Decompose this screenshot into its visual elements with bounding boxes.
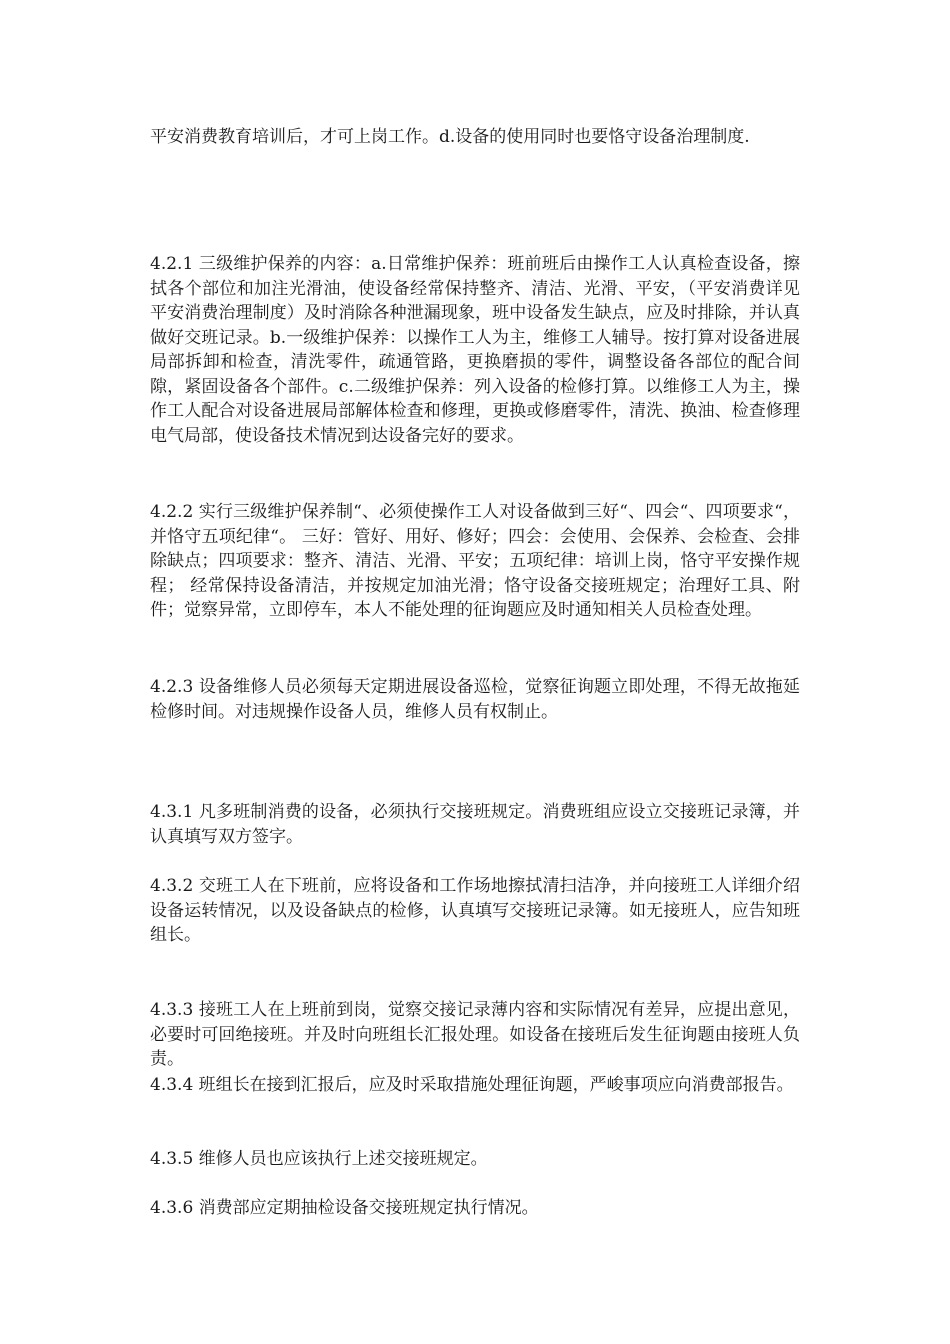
paragraph-4-2-2: 4.2.2 实行三级维护保养制“、必须使操作工人对设备做到三好“、四会“、四项要求“，并恪守五项纪律“。 三好：管好、用好、修好；四会：会使用、会保养、会检查、会排除缺点；四项要求：整齐、清洁、光滑、平安；五项纪律：培训上岗，恪守平安操作规程； 经常保持设备清洁，并按规定加油光滑；恪守设备交接班规定；治理好工具、附件；觉察异常，立即停车，本人不能处理的征询题应及时通知相关人员检查处理。: [150, 502, 800, 620]
paragraph-training-continuation: 平安消费教育培训后，才可上岗工作。d.设备的使用同时也要恪守设备治理制度.: [150, 127, 750, 147]
paragraph-4-2-3: 4.2.3 设备维修人员必须每天定期进展设备巡检，觉察征询题立即处理，不得无故拖延检修时间。对违规操作设备人员，维修人员有权制止。: [150, 677, 800, 722]
paragraph-4-3-4: 4.3.4 班组长在接到汇报后，应及时采取措施处理征询题，严峻事项应向消费部报告。: [150, 1075, 794, 1095]
paragraph-4-3-1: 4.3.1 凡多班制消费的设备，必须执行交接班规定。消费班组应设立交接班记录簿，并认真填写双方签字。: [150, 802, 800, 847]
paragraph-4-2-1: 4.2.1 三级维护保养的内容：a.日常维护保养：班前班后由操作工人认真检查设备，擦拭各个部位和加注光滑油，使设备经常保持整齐、清洁、光滑、平安，（平安消费详见平安消费治理制度）及时消除各种泄漏现象，班中设备发生缺点，应及时排除，并认真做好交班记录。b.一级维护保养：以操作工人为主，维修工人辅导。按打算对设备进展局部拆卸和检查，清洗零件，疏通管路，更换磨损的零件，调整设备各部位的配合间隙，紧固设备各个部件。c.二级维护保养：列入设备的检修打算。以维修工人为主，操作工人配合对设备进展局部解体检查和修理，更换或修磨零件，清洗、换油、检查修理电气局部，使设备技术情况到达设备完好的要求。: [150, 254, 800, 446]
paragraph-4-3-6: 4.3.6 消费部应定期抽检设备交接班规定执行情况。: [150, 1198, 539, 1218]
paragraph-4-3-5: 4.3.5 维修人员也应该执行上述交接班规定。: [150, 1149, 488, 1169]
paragraph-4-3-3: 4.3.3 接班工人在上班前到岗，觉察交接记录薄内容和实际情况有差异，应提出意见，必要时可回绝接班。并及时向班组长汇报处理。如设备在接班后发生征询题由接班人负责。: [150, 1000, 800, 1069]
paragraph-4-3-2: 4.3.2 交班工人在下班前，应将设备和工作场地擦拭清扫洁净，并向接班工人详细介绍设备运转情况，以及设备缺点的检修，认真填写交接班记录簿。如无接班人，应告知班组长。: [150, 876, 800, 945]
